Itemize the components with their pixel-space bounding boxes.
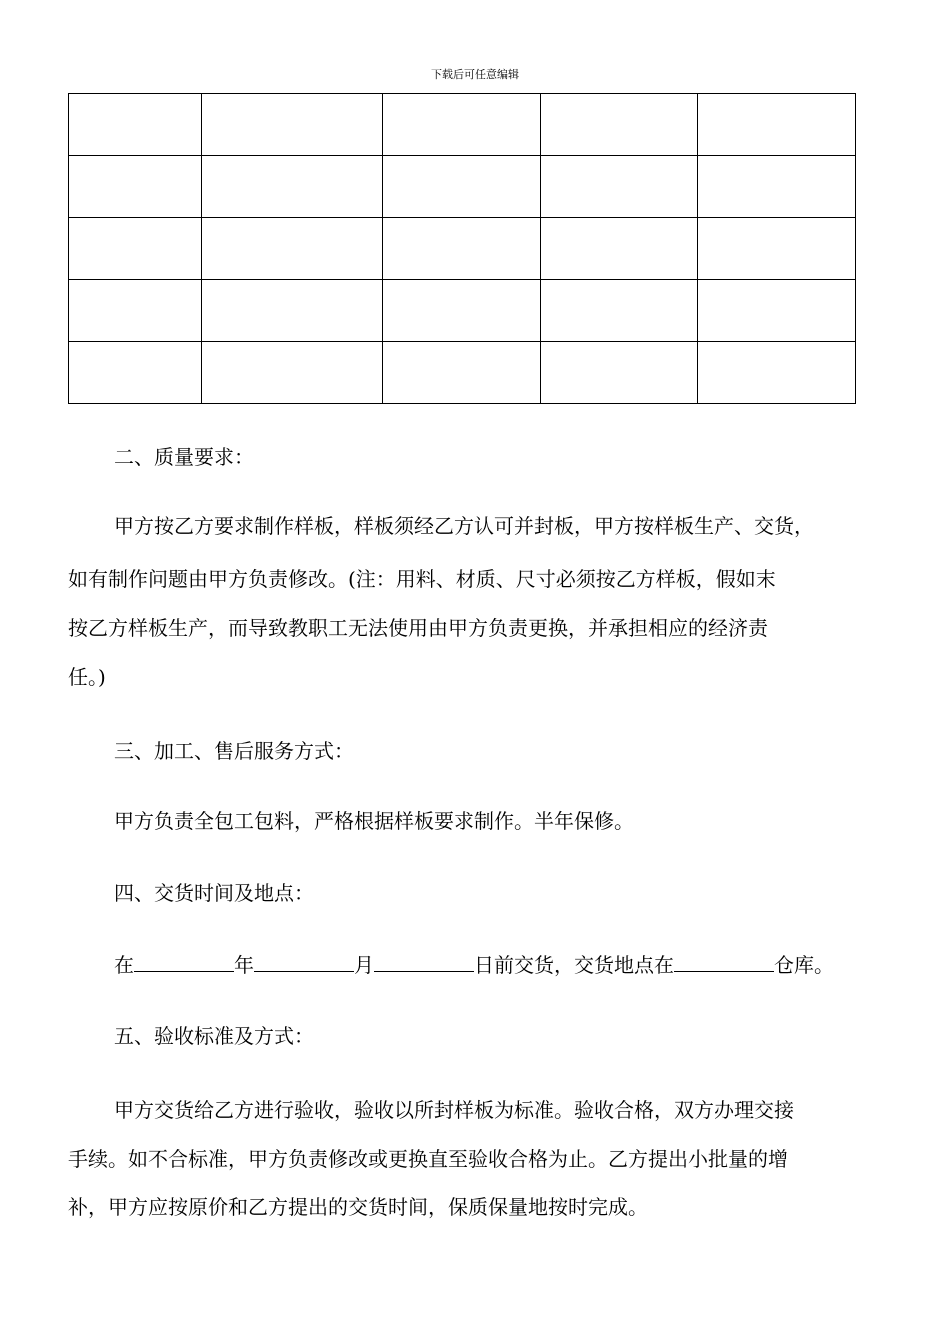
- paragraph-line: 甲方交货给乙方进行验收，验收以所封样板为标准。验收合格，双方办理交接: [114, 1098, 794, 1122]
- table-row: [69, 280, 856, 342]
- table-cell: [202, 156, 383, 218]
- delivery-suffix: 仓库。: [774, 953, 834, 977]
- paragraph-line: 任。): [68, 665, 106, 689]
- header-note: 下载后可任意编辑: [431, 68, 519, 81]
- paragraph-line: 按乙方样板生产，而导致教职工无法使用由甲方负责更换，并承担相应的经济责: [68, 616, 768, 640]
- table-cell: [698, 94, 856, 156]
- table-cell: [541, 94, 698, 156]
- table-row: [69, 218, 856, 280]
- year-blank: [134, 953, 234, 972]
- section-heading-acceptance: 五、验收标准及方式：: [114, 1024, 314, 1048]
- table-cell: [698, 218, 856, 280]
- table-cell: [541, 342, 698, 404]
- day-blank: [374, 953, 474, 972]
- table-cell: [69, 218, 202, 280]
- table-cell: [202, 342, 383, 404]
- paragraph-line: 甲方按乙方要求制作样板，样板须经乙方认可并封板，甲方按样板生产、交货，: [114, 514, 814, 538]
- table-cell: [69, 94, 202, 156]
- table-row: [69, 156, 856, 218]
- section-heading-quality: 二、质量要求：: [114, 445, 254, 469]
- location-blank: [674, 953, 774, 972]
- table-cell: [541, 280, 698, 342]
- delivery-prefix: 在: [114, 953, 134, 977]
- paragraph-line: 甲方负责全包工包料，严格根据样板要求制作。半年保修。: [114, 809, 634, 833]
- table-cell: [383, 156, 541, 218]
- table-cell: [202, 218, 383, 280]
- table-cell: [383, 218, 541, 280]
- section-heading-delivery: 四、交货时间及地点：: [114, 881, 314, 905]
- table-cell: [383, 280, 541, 342]
- delivery-line: [68, 945, 934, 985]
- table-cell: [698, 280, 856, 342]
- paragraph-line: 手续。如不合标准，甲方负责修改或更换直至验收合格为止。乙方提出小批量的增: [68, 1147, 788, 1171]
- table-cell: [698, 342, 856, 404]
- table-cell: [69, 156, 202, 218]
- month-blank: [254, 953, 354, 972]
- table-row: [69, 342, 856, 404]
- section-heading-service: 三、加工、售后服务方式：: [114, 739, 354, 763]
- table-cell: [698, 156, 856, 218]
- table-cell: [383, 342, 541, 404]
- month-label: 月: [354, 953, 374, 977]
- spec-table: [68, 93, 856, 404]
- table-cell: [202, 94, 383, 156]
- table-cell: [541, 156, 698, 218]
- table-cell: [202, 280, 383, 342]
- year-label: 年: [234, 953, 254, 977]
- paragraph-line: 补，甲方应按原价和乙方提出的交货时间，保质保量地按时完成。: [68, 1195, 648, 1219]
- paragraph-line: 如有制作问题由甲方负责修改。(注：用料、材质、尺寸必须按乙方样板，假如末: [68, 567, 776, 591]
- day-label: 日前交货，交货地点在: [474, 953, 674, 977]
- table-cell: [69, 280, 202, 342]
- table-cell: [383, 94, 541, 156]
- table-row: [69, 94, 856, 156]
- table-cell: [541, 218, 698, 280]
- table-cell: [69, 342, 202, 404]
